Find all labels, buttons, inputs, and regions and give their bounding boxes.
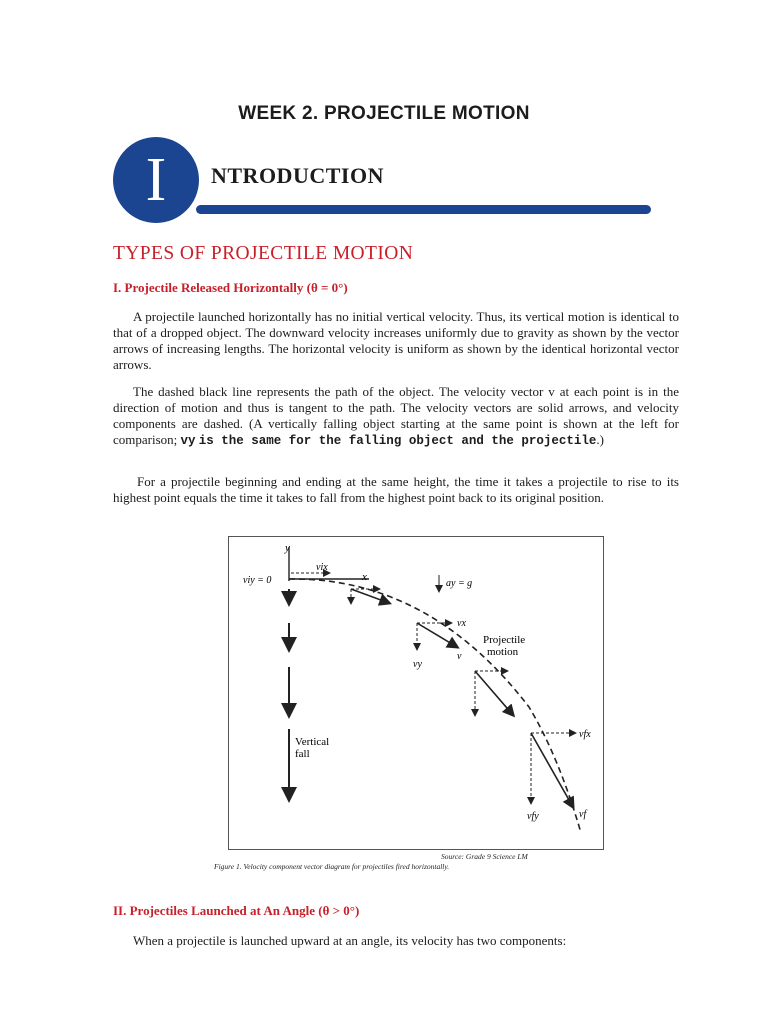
accel-label: ay = g (446, 578, 473, 589)
projectile-path (289, 579, 581, 833)
vf-label: vf (579, 809, 587, 820)
subsection-1-heading: I. Projectile Released Horizontally (θ = 0°) (113, 280, 348, 295)
paragraph-2 (113, 384, 679, 449)
section-title: TYPES OF PROJECTILE MOTION (113, 243, 414, 264)
vfx-label: vfx (579, 729, 591, 740)
paragraph-2-text: The dashed black line represents the path of the object. The velocity vector v at each point is in the direction of motion and thus is tangent to the path. The velocity vectors are solid arrows, and velocity components are dashed. (A vertically falling object starting at the same point is shown at the left for comparison; (113, 384, 679, 448)
vy-label: vy (413, 659, 422, 670)
projectile-label-2: motion (487, 646, 519, 658)
x-axis-label: x (362, 571, 367, 583)
subsection-2-heading: II. Projectiles Launched at An Angle (θ > 0°) (113, 903, 360, 918)
paragraph-4: When a projectile is launched upward at an angle, its velocity has two components: (133, 933, 567, 948)
viy-label: viy = 0 (243, 575, 272, 586)
intro-underline-bar (196, 205, 651, 214)
paragraph-2-end: .) (596, 432, 604, 448)
intro-initial-badge: I (113, 137, 199, 223)
y-axis-label: y (285, 542, 290, 554)
vx-label: vx (457, 618, 466, 629)
page-title: WEEK 2. PROJECTILE MOTION (238, 103, 530, 124)
vix-label: vix (316, 562, 328, 573)
vfy-label: vfy (527, 811, 539, 822)
v-label: v (457, 651, 462, 662)
intro-heading: NTRODUCTION (211, 163, 384, 188)
vertical-fall-label-2: fall (295, 748, 310, 760)
projectile-label-1: Projectile (483, 634, 526, 646)
figure-diagram (228, 536, 604, 850)
paragraph-3-text: For a projectile beginning and ending at the same height, the time it takes a projectile to rise to its highest point equals the time it takes to fall from the highest point back to its original position. (113, 474, 679, 506)
paragraph-2-bold: is the same for the falling object and the projectile (198, 434, 597, 449)
figure-source: Source: Grade 9 Science LM (441, 852, 528, 861)
paragraph-1 (113, 309, 679, 373)
paragraph-2-vy: vy (180, 434, 196, 449)
figure-caption: Figure 1. Velocity component vector diagram for projectiles fired horizontally. (214, 862, 450, 871)
paragraph-3 (113, 474, 679, 506)
paragraph-1-text: A projectile launched horizontally has no initial vertical velocity. Thus, its vertical motion is identical to that of a dropped object. The downward velocity increases uniformly due to gravity as shown by the vector arrows of increasing lengths. The horizontal velocity is uniform as shown by the identical horizontal vector arrows. (113, 309, 679, 373)
vertical-fall-label-1: Vertical (295, 736, 330, 748)
velocity-vector-diagram (229, 537, 603, 849)
